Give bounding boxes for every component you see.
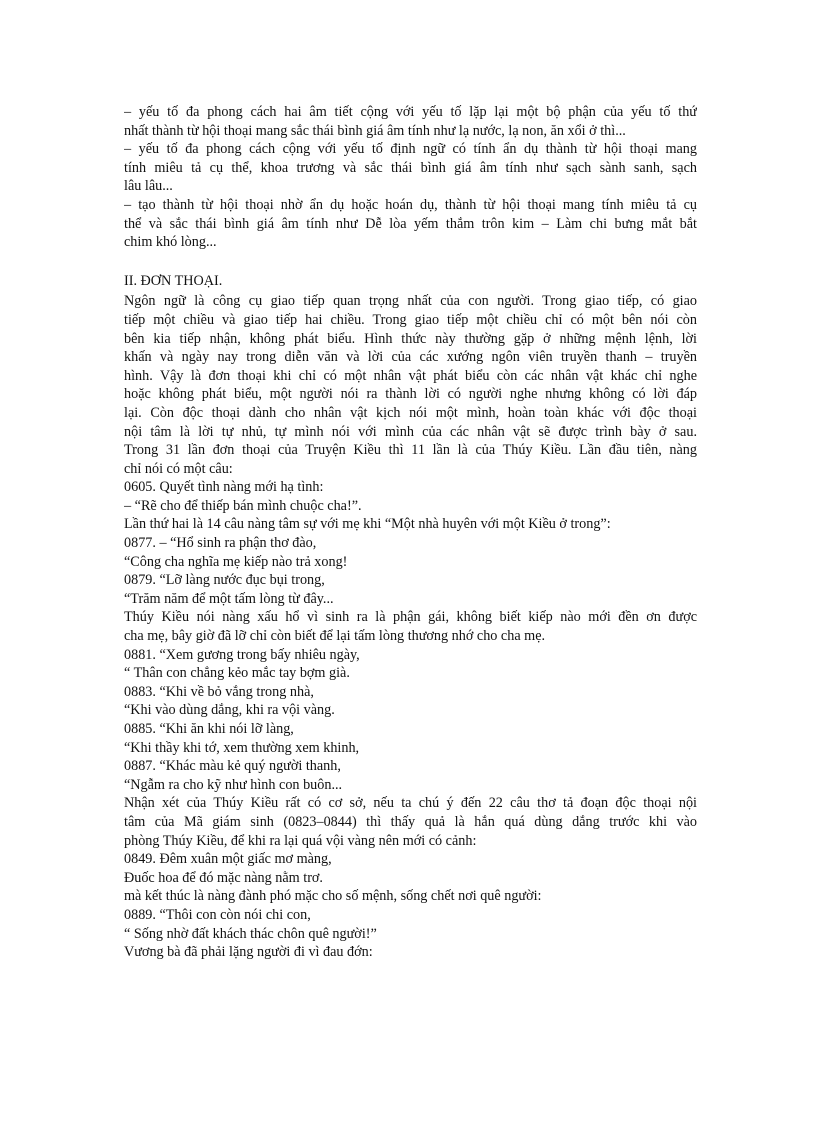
verse-line: 0605. Quyết tình nàng mới hạ tình: <box>124 479 324 496</box>
verse-line: 0877. – “Hổ sinh ra phận thơ đào, <box>124 535 317 552</box>
text-line: mà kết thúc là nàng đành phó mặc cho số mệnh, sống chết nơi quê người: <box>124 888 542 905</box>
text-line: Trong 31 lần đơn thoại của Truyện Kiều thì 11 lần là của Thúy Kiều. Lần đầu tiên, nàng <box>124 442 697 459</box>
text-line: hoặc không phát biểu, một người nói ra thành lời có người nghe nhưng không có lời đáp <box>124 386 697 403</box>
verse-line: 0849. Đêm xuân một giấc mơ màng, <box>124 851 332 868</box>
verse-line: 0879. “Lỡ làng nước đục bụi trong, <box>124 572 325 589</box>
text-line: bên kia tiếp nhận, không phát biểu. Hình thức này thường gặp ở những mệnh lệnh, lời <box>124 330 697 347</box>
verse-block <box>124 646 697 795</box>
verse-block <box>124 478 697 608</box>
text-line: – yếu tố đa phong cách cộng với yếu tố định ngữ có tính ẩn dụ thành từ hội thoại mang <box>124 141 697 158</box>
text-line: phòng Thúy Kiều, để khi ra lại quá vội vàng nên mới có cảnh: <box>124 832 477 849</box>
text-line: cha mẹ, bây giờ đã lỡ chỉ còn biết để lại tấm lòng thương nhớ cho cha mẹ. <box>124 628 546 645</box>
text-line: tiếp một chiều và giao tiếp hai chiều. Trong giao tiếp một chiều chỉ có một bên nói còn <box>124 311 697 328</box>
body-paragraph <box>124 292 697 478</box>
text-line: Vương bà đã phải lặng người đi vì đau đớn: <box>124 944 373 961</box>
text-line: Thúy Kiều nói nàng xấu hổ vì sinh ra là phận gái, không biết kiếp nào mới đền ơn được <box>124 609 697 626</box>
verse-line: 0885. “Khi ăn khi nói lỡ làng, <box>124 721 294 737</box>
verse-line: “Ngẫm ra cho kỹ như hình con buôn... <box>124 776 343 793</box>
intro-list-paragraph <box>124 103 697 252</box>
text-line: lại. Còn độc thoại dành cho nhân vật kịch nói một mình, hoàn toàn khác với độc thoại <box>124 404 697 421</box>
verse-line: Đuốc hoa để đó mặc nàng nằm trơ. <box>124 869 323 886</box>
text-line: – yếu tố đa phong cách hai âm tiết cộng với yếu tố lặp lại một bộ phận của yếu tố thứ <box>124 104 697 120</box>
text-line: nhất thành từ hội thoại mang sắc thái bình giá âm tính như lạ nước, lạ non, ăn xổi ở thì... <box>124 122 626 139</box>
verse-line: “ Thân con chẳng kẻo mắc tay bợm già. <box>124 665 350 682</box>
verse-line: 0889. “Thôi con còn nói chi con, <box>124 906 311 923</box>
section-heading: II. ĐƠN THOẠI. <box>124 273 223 290</box>
verse-block <box>124 850 697 962</box>
verse-line: – “Rẽ cho để thiếp bán mình chuộc cha!”. <box>124 497 362 514</box>
spacer <box>124 252 697 271</box>
text-line: Nhận xét của Thúy Kiều rất có cơ sở, nếu ta chú ý đến 22 câu thơ tả đoạn độc thoại nội <box>124 795 697 812</box>
body-paragraph <box>124 608 697 645</box>
text-line: lâu lâu... <box>124 178 173 195</box>
body-paragraph <box>124 794 697 850</box>
document-page <box>124 103 697 962</box>
text-line: thể và sắc thái bình giá âm tính như Dễ lòa yếm thắm trôn kim – Làm chi bưng mắt bắt <box>124 215 697 232</box>
verse-line: “Khi vào dùng dắng, khi ra vội vàng. <box>124 702 335 719</box>
text-line: Lần thứ hai là 14 câu nàng tâm sự với mẹ khi “Một nhà huyên với một Kiều ở trong”: <box>124 516 611 533</box>
verse-line: 0883. “Khi về bỏ vắng trong nhà, <box>124 683 314 700</box>
verse-line: 0887. “Khác màu kẻ quý người thanh, <box>124 758 341 775</box>
text-line: hình. Vậy là đơn thoại khi chỉ có một nhân vật phát biểu còn các nhân vật khác chỉ nghe <box>124 367 697 384</box>
text-line: chim khó lòng... <box>124 234 217 251</box>
text-line: tính miêu tả cụ thể, khoa trương và sắc thái bình giá âm tính như sạch sành sanh, sạch <box>124 159 697 176</box>
verse-line: “Công cha nghĩa mẹ kiếp nào trả xong! <box>124 553 348 570</box>
verse-line: 0881. “Xem gương trong bấy nhiêu ngày, <box>124 646 360 663</box>
verse-line: “Trăm năm để một tấm lòng từ đây... <box>124 590 334 607</box>
verse-line: “Khi thầy khi tớ, xem thường xem khinh, <box>124 739 360 756</box>
text-line: nội tâm là lời tự nhủ, tự mình nói với mình của các nhân vật sẽ được trình bày ở sau. <box>124 423 697 440</box>
verse-line: “ Sống nhờ đất khách thác chôn quê người!” <box>124 925 377 942</box>
text-line: khấn và ngày nay trong diễn văn và lời của các xướng ngôn viên truyền thanh – truyền <box>124 349 697 366</box>
text-line: chỉ nói có một câu: <box>124 460 233 477</box>
text-line: Ngôn ngữ là công cụ giao tiếp quan trọng nhất của con người. Trong giao tiếp, có giao <box>124 293 697 310</box>
text-line: tâm của Mã giám sinh (0823–0844) thì thấy quả là hắn quá dùng dắng trước khi vào <box>124 813 697 830</box>
text-line: – tạo thành từ hội thoại nhờ ẩn dụ hoặc hoán dụ, thành từ hội thoại mang tính miêu tả cụ <box>124 196 697 213</box>
